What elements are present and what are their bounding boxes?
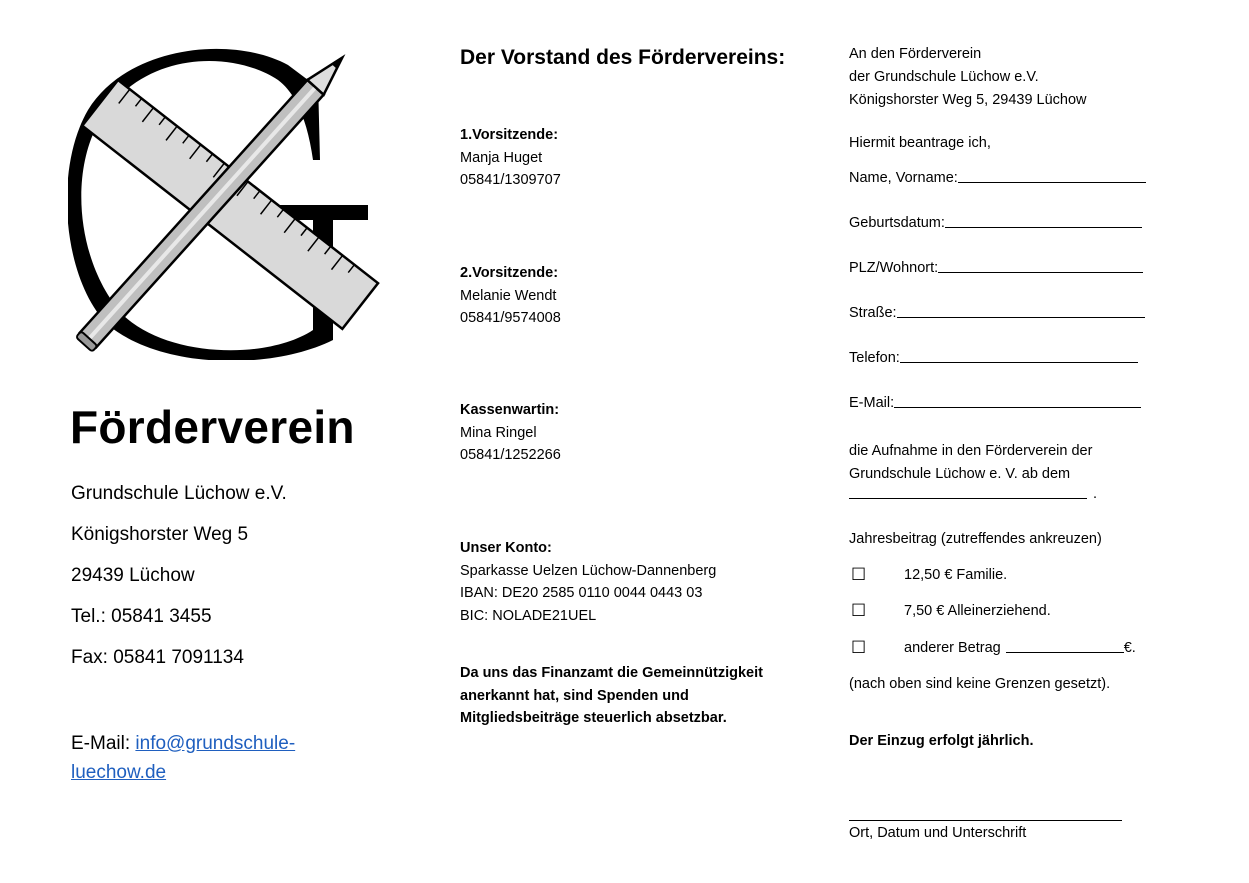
board-name: Melanie Wendt xyxy=(460,287,557,304)
board-name: Manja Huget xyxy=(460,149,543,166)
option-single-label: 7,50 € Alleinerziehend. xyxy=(904,603,1051,619)
tax-note-line: Mitgliedsbeiträge steuerlich absetzbar. xyxy=(460,710,727,726)
iban: IBAN: DE20 2585 0110 0044 0443 03 xyxy=(460,585,703,601)
board-role: 1.Vorsitzende: xyxy=(460,127,559,143)
birthdate-input-line[interactable] xyxy=(945,226,1142,228)
name-label: Name, Vorname: xyxy=(849,170,958,186)
option-other-label: anderer Betrag xyxy=(904,640,1001,656)
option-other xyxy=(904,640,1136,656)
email-field[interactable] xyxy=(849,395,1141,411)
name-field[interactable] xyxy=(849,170,1146,186)
signature-label: Ort, Datum und Unterschrift xyxy=(849,825,1027,841)
address-line: der Grundschule Lüchow e.V. xyxy=(849,69,1039,85)
admission-line: die Aufnahme in den Förderverein der xyxy=(849,443,1093,459)
school-name: Grundschule Lüchow e.V. xyxy=(71,483,287,504)
street-field[interactable] xyxy=(849,305,1145,321)
plz-field[interactable] xyxy=(849,260,1143,276)
signature-line[interactable] xyxy=(849,820,1122,821)
no-limit-note: (nach oben sind keine Grenzen gesetzt). xyxy=(849,676,1111,692)
other-amount-line[interactable] xyxy=(1006,651,1124,653)
plz-label: PLZ/Wohnort: xyxy=(849,260,939,276)
bank-account xyxy=(460,537,716,627)
admission-line: Grundschule Lüchow e. V. ab dem xyxy=(849,466,1071,482)
email-input-line[interactable] xyxy=(894,406,1141,408)
bank-name: Sparkasse Uelzen Lüchow-Dannenberg xyxy=(460,562,717,579)
school-logo xyxy=(68,40,398,360)
phone-field[interactable] xyxy=(849,350,1138,366)
board-phone: 05841/9574008 xyxy=(460,310,561,326)
street-label: Straße: xyxy=(849,305,897,321)
option-other-suffix: €. xyxy=(1123,640,1136,656)
fee-heading: Jahresbeitrag (zutreffendes ankreuzen) xyxy=(849,531,1102,547)
admission-date-line[interactable] xyxy=(849,497,1087,499)
school-email xyxy=(71,729,371,787)
collection-note: Der Einzug erfolgt jährlich. xyxy=(849,733,1034,749)
board-phone: 05841/1252266 xyxy=(460,447,561,463)
admission-date-period: . xyxy=(1093,486,1098,502)
option-family-label: 12,50 € Familie. xyxy=(904,567,1008,583)
admission-date-field[interactable] xyxy=(849,486,1097,502)
recipient-address xyxy=(849,43,1087,112)
tax-note-line: anerkannt hat, sind Spenden und xyxy=(460,687,689,704)
board-heading: Der Vorstand des Fördervereins: xyxy=(460,46,786,69)
email-field-label: E-Mail: xyxy=(849,395,895,411)
street-input-line[interactable] xyxy=(897,316,1145,318)
board-member xyxy=(460,399,561,467)
bic: BIC: NOLADE21UEL xyxy=(460,607,597,624)
checkbox-family[interactable]: ☐ xyxy=(851,565,867,584)
school-street: Königshorster Weg 5 xyxy=(71,524,249,545)
admission-text xyxy=(849,440,1092,486)
address-line: An den Förderverein xyxy=(849,46,982,62)
name-input-line[interactable] xyxy=(958,181,1146,183)
board-role: 2.Vorsitzende: xyxy=(460,265,559,281)
phone-input-line[interactable] xyxy=(900,361,1138,363)
plz-input-line[interactable] xyxy=(938,271,1143,273)
birthdate-label: Geburtsdatum: xyxy=(849,215,945,231)
school-phone: Tel.: 05841 3455 xyxy=(71,606,212,627)
page-title: Förderverein xyxy=(70,401,355,453)
board-member xyxy=(460,124,561,192)
phone-label: Telefon: xyxy=(849,350,900,366)
checkbox-single[interactable]: ☐ xyxy=(851,601,867,620)
board-member xyxy=(460,262,561,330)
intro-text: Hiermit beantrage ich, xyxy=(849,135,991,151)
birthdate-field[interactable] xyxy=(849,215,1142,231)
checkbox-other[interactable]: ☐ xyxy=(851,638,867,657)
school-city: 29439 Lüchow xyxy=(71,565,195,586)
board-name: Mina Ringel xyxy=(460,424,537,441)
board-role: Kassenwartin: xyxy=(460,402,560,418)
address-line: Königshorster Weg 5, 29439 Lüchow xyxy=(849,92,1087,108)
school-fax: Fax: 05841 7091134 xyxy=(71,647,244,668)
email-label: E-Mail: xyxy=(71,733,136,754)
board-phone: 05841/1309707 xyxy=(460,172,561,188)
tax-note-line: Da uns das Finanzamt die Gemeinnützigkeit xyxy=(460,665,763,681)
account-label: Unser Konto: xyxy=(460,540,552,556)
tax-note xyxy=(460,662,763,730)
email-link[interactable]: info@grundschule-luechow.de xyxy=(71,733,296,783)
